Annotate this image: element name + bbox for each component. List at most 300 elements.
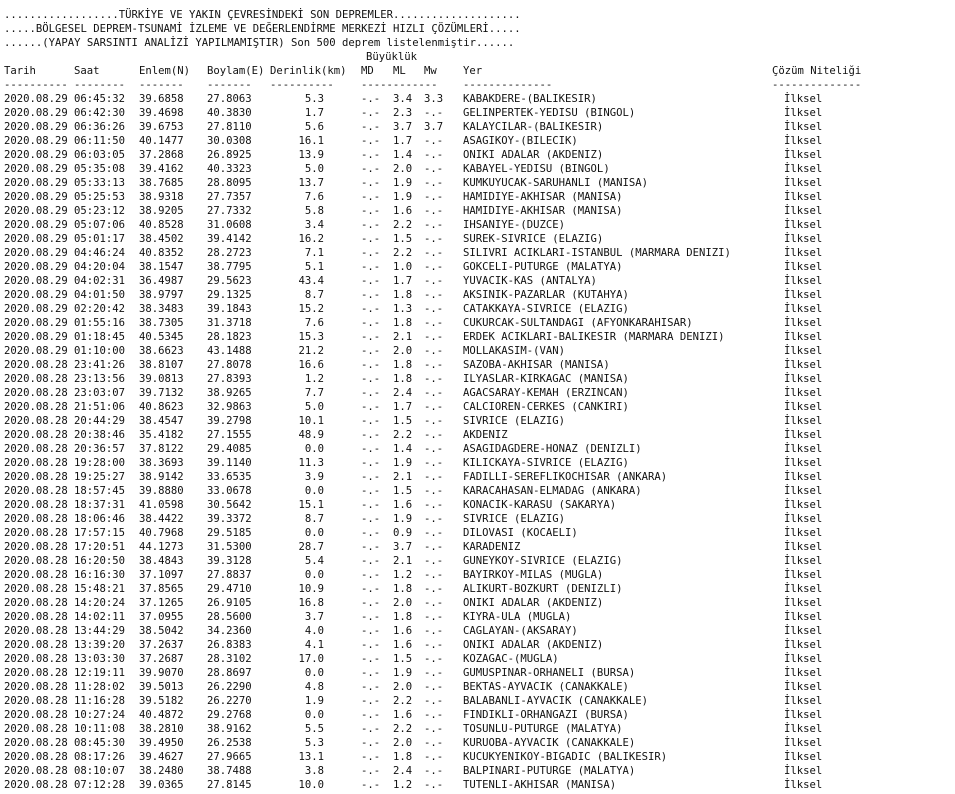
yer-cell: ILYASLAR-KIRKAGAC (MANISA) (463, 373, 629, 385)
niteligi-cell: İlksel (784, 569, 823, 581)
table-row (4, 302, 954, 316)
saat-cell: 18:06:46 (74, 513, 126, 525)
magnitude-group-header (4, 50, 954, 64)
derinlik-cell: 17.0 (298, 653, 324, 665)
niteligi-cell: İlksel (784, 261, 823, 273)
derinlik-cell: 5.0 (304, 401, 324, 413)
niteligi-cell: İlksel (784, 177, 823, 189)
enlem-cell: 40.8623 (139, 401, 184, 413)
tarih-cell: 2020.08.28 (4, 429, 68, 441)
niteligi-cell: İlksel (784, 709, 823, 721)
yer-cell: HAMIDIYE-AKHISAR (MANISA) (463, 191, 623, 203)
enlem-cell: 38.6623 (139, 345, 184, 357)
derinlik-cell: 16.8 (298, 597, 324, 609)
saat-cell: 13:44:29 (74, 625, 126, 637)
niteligi-cell: İlksel (784, 163, 823, 175)
separator: ---------- (270, 79, 334, 91)
tarih-cell: 2020.08.28 (4, 667, 68, 679)
mw-cell: -.- (424, 387, 444, 399)
yer-cell: AKDENIZ (463, 429, 508, 441)
yer-cell: MOLLAKASIM-(VAN) (463, 345, 566, 357)
md-cell: -.- (361, 359, 381, 371)
niteligi-cell: İlksel (784, 233, 823, 245)
md-cell: -.- (361, 527, 381, 539)
md-cell: -.- (361, 681, 381, 693)
md-cell: -.- (361, 737, 381, 749)
niteligi-cell: İlksel (784, 401, 823, 413)
derinlik-cell: 0.0 (304, 485, 324, 497)
ml-cell: 2.2 (393, 247, 413, 259)
saat-cell: 19:25:27 (74, 471, 126, 483)
niteligi-cell: İlksel (784, 219, 823, 231)
table-row (4, 316, 954, 330)
niteligi-cell: İlksel (784, 275, 823, 287)
saat-cell: 21:51:06 (74, 401, 126, 413)
separator: ------- (207, 79, 252, 91)
saat-cell: 04:01:50 (74, 289, 126, 301)
md-cell: -.- (361, 555, 381, 567)
enlem-header: Enlem(N) (139, 65, 191, 77)
separator-row (4, 78, 954, 92)
md-cell: -.- (361, 485, 381, 497)
enlem-cell: 40.8352 (139, 247, 184, 259)
mw-cell: -.- (424, 303, 444, 315)
ml-cell: 1.2 (393, 569, 413, 581)
mw-cell: -.- (424, 135, 444, 147)
md-cell: -.- (361, 401, 381, 413)
yer-cell: GUNEYKOY-SIVRICE (ELAZIG) (463, 555, 623, 567)
yer-cell: KURUOBA-AYVACIK (CANAKKALE) (463, 737, 636, 749)
saat-cell: 04:20:04 (74, 261, 126, 273)
table-row (4, 274, 954, 288)
enlem-cell: 40.8528 (139, 219, 184, 231)
title-line: ..................TÜRKİYE VE YAKIN ÇEVRESİNDEKİ SON DEPREMLER.................... (4, 9, 521, 21)
mw-cell: -.- (424, 471, 444, 483)
niteligi-cell: İlksel (784, 205, 823, 217)
niteligi-cell: İlksel (784, 653, 823, 665)
derinlik-cell: 7.7 (304, 387, 324, 399)
tarih-cell: 2020.08.28 (4, 751, 68, 763)
md-cell: -.- (361, 709, 381, 721)
mw-cell: -.- (424, 443, 444, 455)
ml-cell: 2.0 (393, 681, 413, 693)
md-header: MD (361, 65, 374, 77)
separator: -------------- (463, 79, 553, 91)
saat-cell: 23:41:26 (74, 359, 126, 371)
saat-cell: 20:44:29 (74, 415, 126, 427)
enlem-cell: 39.4698 (139, 107, 184, 119)
yer-cell: TUTENLI-AKHISAR (MANISA) (463, 779, 617, 791)
boylam-cell: 26.8383 (207, 639, 252, 651)
saat-cell: 05:01:17 (74, 233, 126, 245)
niteligi-cell: İlksel (784, 373, 823, 385)
tarih-cell: 2020.08.29 (4, 233, 68, 245)
table-row (4, 442, 954, 456)
mw-cell: -.- (424, 275, 444, 287)
yer-cell: ASAGIDAGDERE-HONAZ (DENIZLI) (463, 443, 642, 455)
table-row (4, 92, 954, 106)
derinlik-cell: 3.8 (304, 765, 324, 777)
boylam-cell: 30.5642 (207, 499, 252, 511)
ml-cell: 1.5 (393, 653, 413, 665)
niteligi-cell: İlksel (784, 359, 823, 371)
tarih-cell: 2020.08.29 (4, 93, 68, 105)
derinlik-cell: 0.0 (304, 667, 324, 679)
yer-cell: KUMKUYUCAK-SARUHANLI (MANISA) (463, 177, 648, 189)
tarih-cell: 2020.08.29 (4, 289, 68, 301)
ml-cell: 2.4 (393, 387, 413, 399)
table-row (4, 204, 954, 218)
boylam-cell: 27.8063 (207, 93, 252, 105)
boylam-cell: 38.9162 (207, 723, 252, 735)
mw-cell: -.- (424, 247, 444, 259)
boylam-cell: 27.8837 (207, 569, 252, 581)
tarih-cell: 2020.08.28 (4, 387, 68, 399)
niteligi-cell: İlksel (784, 513, 823, 525)
saat-cell: 14:02:11 (74, 611, 126, 623)
mw-cell: -.- (424, 709, 444, 721)
derinlik-cell: 11.3 (298, 457, 324, 469)
niteligi-cell: İlksel (784, 121, 823, 133)
tarih-cell: 2020.08.28 (4, 471, 68, 483)
tarih-cell: 2020.08.29 (4, 317, 68, 329)
derinlik-cell: 15.3 (298, 331, 324, 343)
boylam-cell: 29.1325 (207, 289, 252, 301)
derinlik-header: Derinlik(km) (270, 65, 347, 77)
yer-cell: CAGLAYAN-(AKSARAY) (463, 625, 578, 637)
mw-header: Mw (424, 65, 437, 77)
derinlik-cell: 0.0 (304, 569, 324, 581)
table-row (4, 484, 954, 498)
mw-cell: -.- (424, 569, 444, 581)
ml-cell: 1.4 (393, 443, 413, 455)
table-row (4, 638, 954, 652)
enlem-cell: 38.1547 (139, 261, 184, 273)
ml-cell: 2.4 (393, 765, 413, 777)
derinlik-cell: 16.2 (298, 233, 324, 245)
tarih-cell: 2020.08.29 (4, 205, 68, 217)
yer-cell: KILICKAYA-SIVRICE (ELAZIG) (463, 457, 629, 469)
derinlik-cell: 15.1 (298, 499, 324, 511)
tarih-cell: 2020.08.28 (4, 611, 68, 623)
yer-cell: KARACAHASAN-ELMADAG (ANKARA) (463, 485, 642, 497)
enlem-cell: 39.5182 (139, 695, 184, 707)
separator: ---------- (4, 79, 68, 91)
yer-cell: SAZOBA-AKHISAR (MANISA) (463, 359, 610, 371)
tarih-cell: 2020.08.28 (4, 541, 68, 553)
saat-cell: 01:18:45 (74, 331, 126, 343)
enlem-cell: 38.2810 (139, 723, 184, 735)
enlem-cell: 38.3693 (139, 457, 184, 469)
tarih-cell: 2020.08.28 (4, 625, 68, 637)
tarih-cell: 2020.08.29 (4, 177, 68, 189)
md-cell: -.- (361, 177, 381, 189)
saat-cell: 17:20:51 (74, 541, 126, 553)
derinlik-cell: 3.7 (304, 611, 324, 623)
ml-cell: 1.9 (393, 177, 413, 189)
table-row (4, 526, 954, 540)
derinlik-cell: 0.0 (304, 443, 324, 455)
boylam-cell: 28.8095 (207, 177, 252, 189)
yer-cell: TOSUNLU-PUTURGE (MALATYA) (463, 723, 623, 735)
derinlik-cell: 21.2 (298, 345, 324, 357)
derinlik-cell: 43.4 (298, 275, 324, 287)
column-headers (4, 64, 954, 78)
table-row (4, 190, 954, 204)
derinlik-cell: 3.4 (304, 219, 324, 231)
saat-cell: 16:20:50 (74, 555, 126, 567)
yer-cell: KALAYCILAR-(BALIKESIR) (463, 121, 604, 133)
niteligi-cell: İlksel (784, 751, 823, 763)
ml-cell: 1.6 (393, 205, 413, 217)
enlem-cell: 38.4843 (139, 555, 184, 567)
md-cell: -.- (361, 499, 381, 511)
saat-cell: 20:38:46 (74, 429, 126, 441)
saat-cell: 13:39:20 (74, 639, 126, 651)
md-cell: -.- (361, 345, 381, 357)
derinlik-cell: 3.9 (304, 471, 324, 483)
enlem-cell: 39.0365 (139, 779, 184, 791)
boylam-cell: 39.2798 (207, 415, 252, 427)
yer-cell: KUCUKYENIKOY-BIGADIC (BALIKESIR) (463, 751, 668, 763)
table-row (4, 414, 954, 428)
saat-cell: 17:57:15 (74, 527, 126, 539)
enlem-cell: 37.2868 (139, 149, 184, 161)
niteligi-cell: İlksel (784, 289, 823, 301)
separator: ------- (139, 79, 184, 91)
boylam-cell: 27.1555 (207, 429, 252, 441)
boylam-cell: 26.2270 (207, 695, 252, 707)
ml-cell: 2.2 (393, 695, 413, 707)
niteligi-cell: İlksel (784, 107, 823, 119)
enlem-cell: 38.3483 (139, 303, 184, 315)
saat-cell: 05:33:13 (74, 177, 126, 189)
table-row (4, 512, 954, 526)
mw-cell: -.- (424, 191, 444, 203)
yer-cell: GOKCELI-PUTURGE (MALATYA) (463, 261, 623, 273)
tarih-cell: 2020.08.29 (4, 275, 68, 287)
tarih-cell: 2020.08.28 (4, 709, 68, 721)
mw-cell: -.- (424, 513, 444, 525)
tarih-cell: 2020.08.28 (4, 779, 68, 791)
tarih-cell: 2020.08.29 (4, 247, 68, 259)
niteligi-cell: İlksel (784, 387, 823, 399)
niteligi-cell: İlksel (784, 555, 823, 567)
enlem-cell: 39.4627 (139, 751, 184, 763)
saat-cell: 10:27:24 (74, 709, 126, 721)
niteligi-cell: İlksel (784, 471, 823, 483)
mw-cell: -.- (424, 681, 444, 693)
saat-cell: 01:55:16 (74, 317, 126, 329)
table-row (4, 232, 954, 246)
md-cell: -.- (361, 107, 381, 119)
derinlik-cell: 0.0 (304, 527, 324, 539)
table-row (4, 456, 954, 470)
buyukluk-header: Büyüklük (366, 51, 418, 63)
table-row (4, 708, 954, 722)
tarih-cell: 2020.08.28 (4, 457, 68, 469)
enlem-cell: 37.1097 (139, 569, 184, 581)
earthquake-table-body (4, 92, 954, 792)
enlem-cell: 38.5042 (139, 625, 184, 637)
mw-cell: -.- (424, 751, 444, 763)
mw-cell: 3.3 (424, 93, 444, 105)
md-cell: -.- (361, 191, 381, 203)
niteligi-cell: İlksel (784, 611, 823, 623)
boylam-cell: 34.2360 (207, 625, 252, 637)
enlem-cell: 40.7968 (139, 527, 184, 539)
mw-cell: -.- (424, 737, 444, 749)
md-cell: -.- (361, 695, 381, 707)
mw-cell: -.- (424, 653, 444, 665)
tarih-cell: 2020.08.28 (4, 737, 68, 749)
yer-cell: SUREK-SIVRICE (ELAZIG) (463, 233, 604, 245)
boylam-cell: 29.4710 (207, 583, 252, 595)
mw-cell: -.- (424, 163, 444, 175)
table-row (4, 400, 954, 414)
niteligi-cell: İlksel (784, 779, 823, 791)
saat-cell: 11:28:02 (74, 681, 126, 693)
boylam-cell: 38.7488 (207, 765, 252, 777)
md-cell: -.- (361, 653, 381, 665)
niteligi-cell: İlksel (784, 303, 823, 315)
derinlik-cell: 5.6 (304, 121, 324, 133)
derinlik-cell: 15.2 (298, 303, 324, 315)
table-row (4, 540, 954, 554)
ml-cell: 2.1 (393, 555, 413, 567)
mw-cell: -.- (424, 373, 444, 385)
boylam-cell: 29.2768 (207, 709, 252, 721)
tarih-cell: 2020.08.28 (4, 443, 68, 455)
separator: -------- (74, 79, 126, 91)
md-cell: -.- (361, 471, 381, 483)
enlem-cell: 38.4502 (139, 233, 184, 245)
niteligi-cell: İlksel (784, 149, 823, 161)
md-cell: -.- (361, 303, 381, 315)
enlem-cell: 39.8880 (139, 485, 184, 497)
mw-cell: -.- (424, 765, 444, 777)
table-row (4, 134, 954, 148)
separator: ------------ (361, 79, 438, 91)
niteligi-cell: İlksel (784, 667, 823, 679)
boylam-cell: 27.9665 (207, 751, 252, 763)
ml-cell: 3.7 (393, 541, 413, 553)
boylam-cell: 29.5185 (207, 527, 252, 539)
tarih-cell: 2020.08.29 (4, 331, 68, 343)
enlem-cell: 38.2480 (139, 765, 184, 777)
table-row (4, 162, 954, 176)
enlem-cell: 38.7685 (139, 177, 184, 189)
tarih-cell: 2020.08.28 (4, 639, 68, 651)
ml-cell: 2.3 (393, 107, 413, 119)
boylam-header: Boylam(E) (207, 65, 265, 77)
yer-cell: SIVRICE (ELAZIG) (463, 513, 566, 525)
tarih-cell: 2020.08.29 (4, 219, 68, 231)
table-row (4, 582, 954, 596)
saat-cell: 02:20:42 (74, 303, 126, 315)
enlem-cell: 39.6753 (139, 121, 184, 133)
derinlik-cell: 7.6 (304, 317, 324, 329)
yer-cell: ONIKI ADALAR (AKDENIZ) (463, 597, 604, 609)
ml-cell: 2.2 (393, 723, 413, 735)
tarih-cell: 2020.08.28 (4, 373, 68, 385)
derinlik-cell: 5.3 (304, 737, 324, 749)
derinlik-cell: 28.7 (298, 541, 324, 553)
ml-cell: 1.9 (393, 457, 413, 469)
md-cell: -.- (361, 569, 381, 581)
boylam-cell: 43.1488 (207, 345, 252, 357)
mw-cell: -.- (424, 415, 444, 427)
tarih-cell: 2020.08.28 (4, 527, 68, 539)
ml-cell: 0.9 (393, 527, 413, 539)
enlem-cell: 39.0813 (139, 373, 184, 385)
table-row (4, 106, 954, 120)
yer-cell: SIVRICE (ELAZIG) (463, 415, 566, 427)
md-cell: -.- (361, 247, 381, 259)
niteligi-cell: İlksel (784, 457, 823, 469)
saat-cell: 14:20:24 (74, 597, 126, 609)
boylam-cell: 27.8110 (207, 121, 252, 133)
saat-cell: 12:19:11 (74, 667, 126, 679)
enlem-cell: 39.6858 (139, 93, 184, 105)
mw-cell: -.- (424, 499, 444, 511)
saat-cell: 08:10:07 (74, 765, 126, 777)
saat-cell: 08:45:30 (74, 737, 126, 749)
mw-cell: 3.7 (424, 121, 444, 133)
mw-cell: -.- (424, 261, 444, 273)
derinlik-cell: 7.6 (304, 191, 324, 203)
ml-cell: 1.7 (393, 135, 413, 147)
yer-cell: BEKTAS-AYVACIK (CANAKKALE) (463, 681, 629, 693)
ml-cell: 2.0 (393, 597, 413, 609)
derinlik-cell: 7.1 (304, 247, 324, 259)
niteligi-cell: İlksel (784, 429, 823, 441)
tarih-cell: 2020.08.28 (4, 681, 68, 693)
md-cell: -.- (361, 625, 381, 637)
tarih-cell: 2020.08.29 (4, 303, 68, 315)
boylam-cell: 39.1843 (207, 303, 252, 315)
yer-cell: HAMIDIYE-AKHISAR (MANISA) (463, 205, 623, 217)
saat-cell: 06:11:50 (74, 135, 126, 147)
boylam-cell: 27.8145 (207, 779, 252, 791)
derinlik-cell: 48.9 (298, 429, 324, 441)
md-cell: -.- (361, 317, 381, 329)
yer-cell: ONIKI ADALAR (AKDENIZ) (463, 639, 604, 651)
niteligi-cell: İlksel (784, 583, 823, 595)
mw-cell: -.- (424, 723, 444, 735)
table-row (4, 246, 954, 260)
ml-cell: 1.7 (393, 275, 413, 287)
derinlik-cell: 5.1 (304, 261, 324, 273)
md-cell: -.- (361, 765, 381, 777)
ml-cell: 2.1 (393, 471, 413, 483)
derinlik-cell: 5.5 (304, 723, 324, 735)
table-row (4, 750, 954, 764)
yer-cell: AGACSARAY-KEMAH (ERZINCAN) (463, 387, 629, 399)
derinlik-cell: 16.1 (298, 135, 324, 147)
enlem-cell: 38.9142 (139, 471, 184, 483)
md-cell: -.- (361, 723, 381, 735)
mw-cell: -.- (424, 107, 444, 119)
boylam-cell: 28.5600 (207, 611, 252, 623)
saat-cell: 06:45:32 (74, 93, 126, 105)
tarih-cell: 2020.08.28 (4, 359, 68, 371)
md-cell: -.- (361, 779, 381, 791)
niteligi-cell: İlksel (784, 191, 823, 203)
separator: -------------- (772, 79, 862, 91)
mw-cell: -.- (424, 625, 444, 637)
boylam-cell: 38.7795 (207, 261, 252, 273)
